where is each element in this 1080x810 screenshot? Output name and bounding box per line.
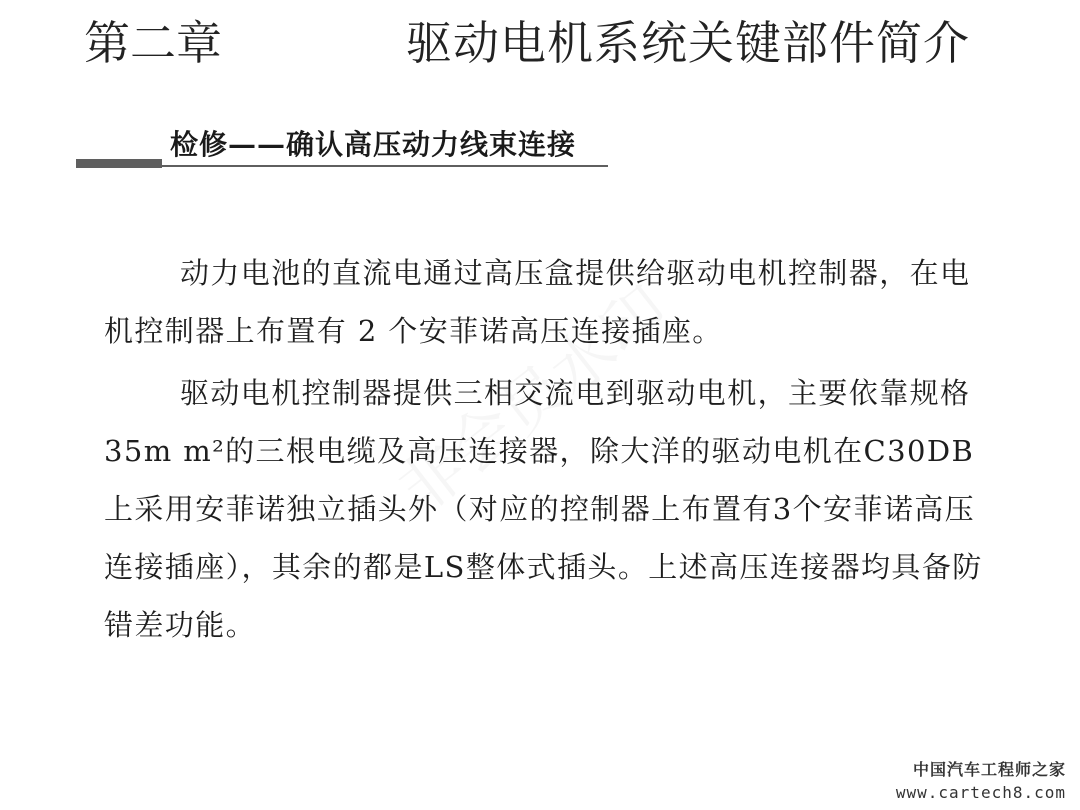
heading-rule-thick bbox=[76, 159, 162, 168]
chapter-number: 第二章 bbox=[84, 16, 222, 70]
section-heading: 检修——确认高压动力线束连接 bbox=[170, 128, 577, 161]
site-brand-url: www.cartech8.com bbox=[895, 783, 1066, 802]
paragraph-2: 驱动电机控制器提供三相交流电到驱动电机，主要依靠规格 35m m²的三根电缆及高压连接器，除大洋的驱动电机在C30DB上采用安菲诺独立插头外（对应的控制器上布置有3个安菲诺高压连接插座），其余的都是LS整体式插头。上述高压连接器均具备防错差功能。 bbox=[104, 376, 983, 642]
chapter-name: 驱动电机系统关键部件简介 bbox=[406, 16, 970, 70]
paragraph-1: 动力电池的直流电通过高压盒提供给驱动电机控制器，在电机控制器上布置有 2 个安菲诺高压连接插座。 bbox=[104, 256, 971, 348]
site-brand-name: 中国汽车工程师之家 bbox=[912, 760, 1066, 779]
body-text bbox=[104, 244, 984, 658]
chapter-title bbox=[84, 18, 984, 68]
heading-rule-thin bbox=[162, 165, 608, 167]
